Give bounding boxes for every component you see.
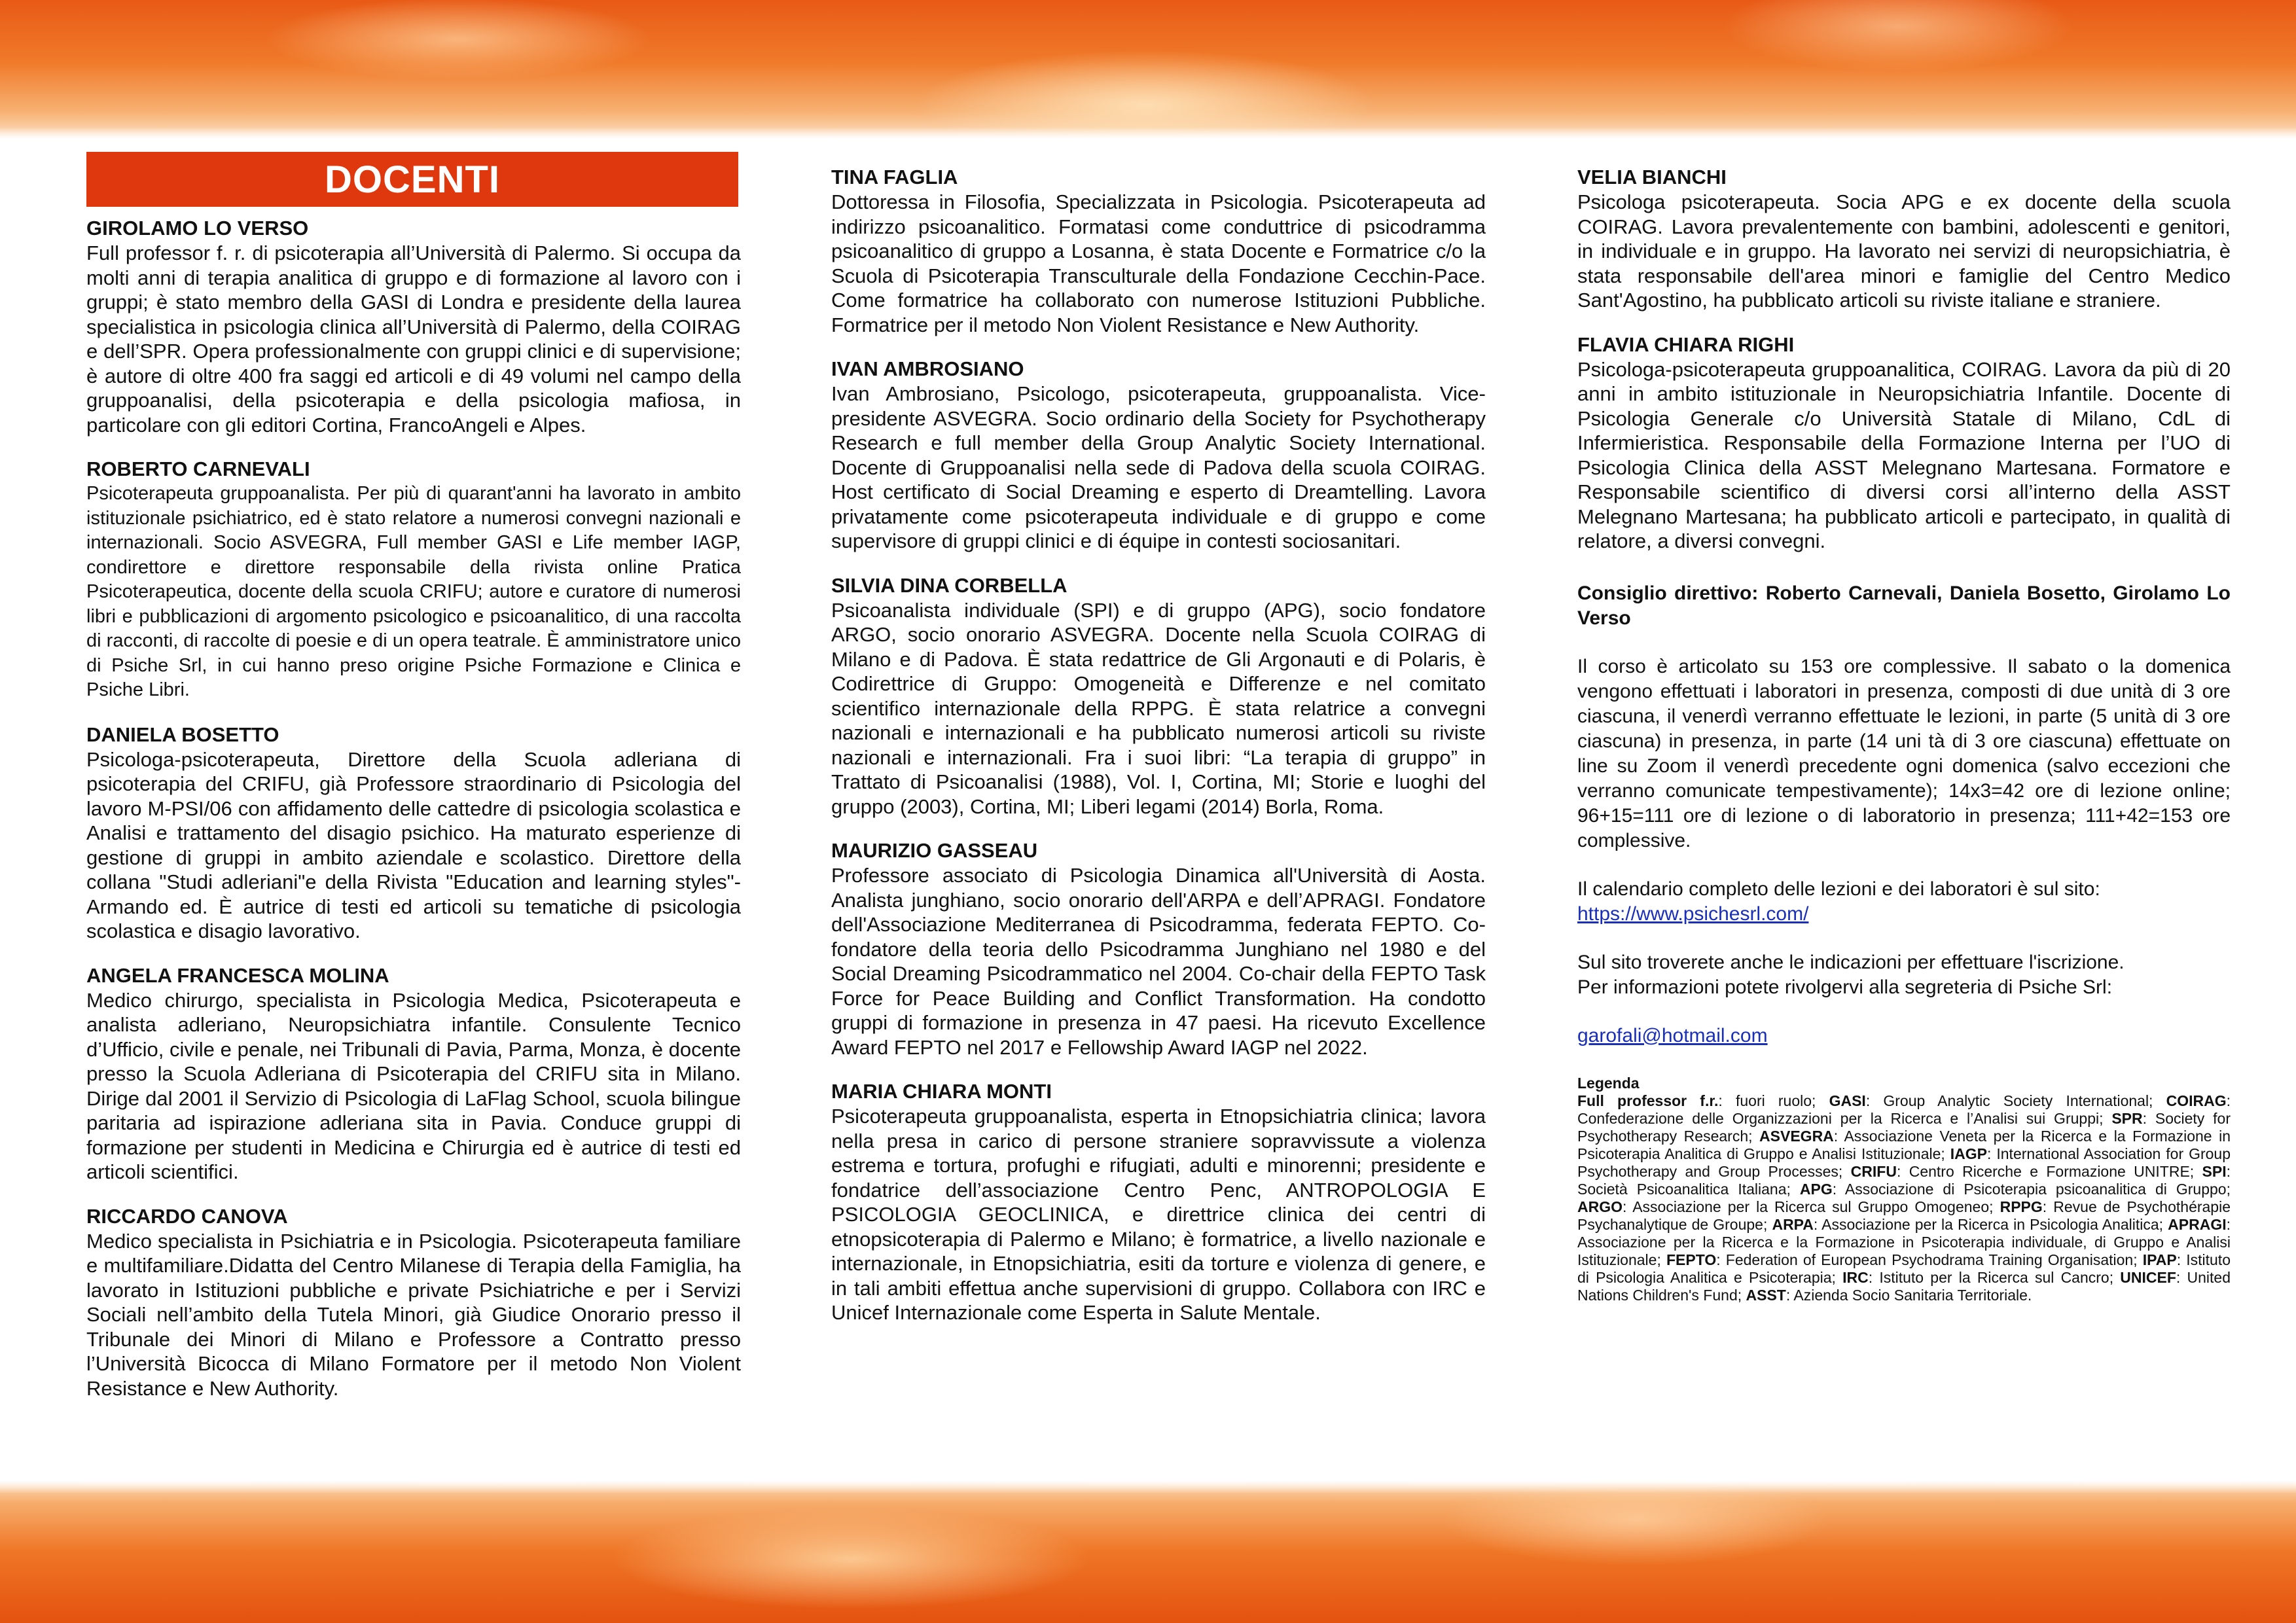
legend-desc: : Società Psicoanalitica Italiana; — [1577, 1162, 2231, 1198]
legend-abbr: IAGP — [1950, 1145, 1988, 1162]
teacher-name: DANIELA BOSETTO — [86, 722, 279, 746]
legend-abbr: SPR — [2111, 1109, 2143, 1127]
teacher-bio: Psicoterapeuta gruppoanalista. Per più di quarant'anni ha lavorato in ambito istituzionale psichiatrico, ed è stato relatore a numerosi convegni nazionali e internazionali. Socio ASVEGRA, Full member GASI e Life member IAGP, condirettore e direttore responsabile della rivista online Pratica Psicoterapeutica, docente della scuola CRIFU; autore e curatore di numerosi libri e pubblicazioni di argomento psicologico e psicoanalitico, di una raccolta di racconti, di raccolte di poesie e di un opera teatrale. È amministratore unico di Psiche Srl, in cui hanno preso origine Psiche Formazione e Clinica e Psiche Libri. — [86, 483, 741, 700]
course-info-section — [1577, 581, 2231, 1048]
legend-abbr: SPI — [2202, 1162, 2227, 1180]
legend-abbr: ARPA — [1772, 1215, 1814, 1233]
legend-desc: : Associazione per la Ricerca sul Gruppo Omogeneo; — [1623, 1198, 2000, 1215]
teacher-name: RICCARDO CANOVA — [86, 1204, 288, 1228]
teacher-name: MAURIZIO GASSEAU — [831, 839, 1038, 862]
teacher-entry — [831, 573, 1486, 819]
contact-text: Per informazioni potete rivolgervi alla segreteria di Psiche Srl: — [1577, 976, 2113, 998]
teacher-name: VELIA BIANCHI — [1577, 166, 1727, 188]
column-right — [1577, 165, 2231, 1304]
email-row — [1577, 1024, 2231, 1048]
teacher-name: TINA FAGLIA — [831, 166, 958, 188]
legend-abbr: GASI — [1829, 1092, 1866, 1109]
legend — [1577, 1075, 2231, 1304]
legend-abbr: FEPTO — [1666, 1251, 1717, 1268]
legend-abbr: COIRAG — [2166, 1092, 2227, 1109]
legend-abbr: Full professor f.r. — [1577, 1092, 1719, 1109]
legend-desc: : Group Analytic Society International; — [1865, 1092, 2166, 1109]
teacher-bio: Psicologa-psicoterapeuta gruppoanalitica, COIRAG. Lavora da più di 20 anni in ambito istituzionale in Neuropsichiatria Infantile. Docente di Psicologia Generale c/o Università Statale di Milano, CdL di Infermieristica. Responsabile della Formazione Interna per l’UO di Psicologia Clinica della ASST Melegnano Martesana. Formatore e Responsabile scientifico di diversi corsi all’interno della ASST Melegnano Martesana; ha pubblicato articoli e partecipato, in qualità di relatore, a diversi convegni. — [1577, 357, 2231, 552]
legend-desc: : fuori ruolo; — [1718, 1092, 1829, 1109]
legend-abbr: APG — [1799, 1180, 1833, 1198]
teacher-entry — [86, 963, 741, 1185]
teacher-name: ANGELA FRANCESCA MOLINA — [86, 963, 389, 987]
legend-desc: : Azienda Socio Sanitaria Territoriale. — [1785, 1286, 2032, 1304]
teacher-entry — [1577, 332, 2231, 554]
teacher-name: FLAVIA CHIARA RIGHI — [1577, 332, 1795, 356]
teacher-name: MARIA CHIARA MONTI — [831, 1080, 1052, 1103]
bottom-decorative-band — [0, 1480, 2296, 1623]
legend-abbr: UNICEF — [2120, 1268, 2176, 1286]
teacher-entry — [831, 1079, 1486, 1325]
legend-abbr: ARGO — [1577, 1198, 1623, 1215]
council-title: Consiglio direttivo: Roberto Carnevali, Daniela Bosetto, Girolamo Lo Verso — [1577, 582, 2231, 629]
teacher-bio: Professore associato di Psicologia Dinamica all'Università di Aosta. Analista junghiano, socio onorario dell'ARPA e dell’APRAGI. Fondatore dell'Associazione Mediterranea di Psicodramma, federata FEPTO. Co-fondatore della teoria dello Psicodramma Junghiano nel 1980 e del Social Dreaming Psicodrammatico nel 2004. Co-chair della FEPTO Task Force for Peace Building and Conflict Transformation. Ha condotto gruppi di formazione in presenza in 47 paesi. Ha ricevuto Excellence Award FEPTO nel 2017 e Fellowship Award IAGP nel 2022. — [831, 864, 1486, 1059]
teacher-entry — [1577, 165, 2231, 313]
teacher-bio: Psicoterapeuta gruppoanalista, esperta in Etnopsichiatria clinica; lavora nella presa in carico di persone straniere sopravvissute a violenza estrema e tortura, profughi e rifugiati, adulti e minorenni; presidente e fondatrice dell’associazione Centro Penc, ANTROPOLOGIA E PSICOLOGIA GEOCLINICA, e direttrice clinica dei centri di etnopsicoterapia di Palermo e Milano; è formatrice, a livello nazionale e internazionale, in Etnopsichiatria, esiti da torture e violenza di genere, e in tali ambiti effettua anche supervisioni di gruppo. Collabora con IRC e Unicef Internazionale come Esperta in Salute Mentale. — [831, 1105, 1486, 1324]
legend-body — [1577, 1092, 2231, 1304]
legend-abbr: IRC — [1842, 1268, 1869, 1286]
page-title: DOCENTI — [86, 152, 738, 207]
teacher-bio: Medico chirurgo, specialista in Psicologia Medica, Psicoterapeuta e analista adleriano, Neuropsichiatra infantile. Consulente Tecnico d’Ufficio, civile e penale, nei Tribunali di Pavia, Parma, Monza, è docente presso la Scuola Adleriana di Psicoterapia del CRIFU sita in Milano. Dirige dal 2001 il Servizio di Psicologia di LaFlag School, scuola bilingue paritaria ad ispirazione adleriana sita in Pavia. Conduce gruppi di formazione per studenti in Medicina e Chirurgia ed è autrice di testi ed articoli scientifici. — [86, 988, 741, 1183]
signup-info — [1577, 950, 2231, 1000]
legend-desc: : Associazione di Psicoterapia psicoanalitica di Gruppo; — [1832, 1180, 2231, 1198]
column-left — [86, 152, 741, 1420]
teacher-entry — [86, 1204, 741, 1401]
legend-title: Legenda — [1577, 1074, 1640, 1092]
legend-abbr: APRAGI — [2168, 1215, 2227, 1233]
teacher-bio: Psicoanalista individuale (SPI) e di gruppo (APG), socio fondatore ARGO, socio onorario ASVEGRA. Docente nella Scuola COIRAG di Milano e di Padova. È stata redattrice de Gli Argonauti e di Polaris, è Codirettrice di Gruppo: Omogeneità e Differenze e nel comitato scientifico internazionale della RPPG. È stata relatrice a convegni nazionali e internazionali e ha pubblicato numerosi articoli su riviste nazionali e internazionali. Fra i suoi libri: “La terapia di gruppo” in Trattato di Psicoanalisi (1988), Vol. I, Cortina, MI; Storie e luoghi del gruppo (2003), Cortina, MI; Liberi legami (2014) Borla, Roma. — [831, 598, 1486, 818]
legend-desc: : Istituto di Psicologia Analitica e Psicoterapia; — [1577, 1251, 2231, 1286]
top-decorative-band — [0, 0, 2296, 139]
legend-abbr: ASVEGRA — [1759, 1127, 1834, 1145]
legend-desc: : Society for Psychotherapy Research; — [1577, 1109, 2231, 1145]
teacher-entry — [831, 165, 1486, 337]
website-link[interactable]: https://www.psichesrl.com/ — [1577, 902, 1809, 925]
legend-desc: : Centro Ricerche e Formazione UNITRE; — [1896, 1162, 2202, 1180]
teacher-name: ROBERTO CARNEVALI — [86, 457, 310, 480]
teacher-bio: Ivan Ambrosiano, Psicologo, psicoterapeuta, gruppoanalista. Vice-presidente ASVEGRA. Socio ordinario della Society for Psychotherapy Research e full member della Group Analytic Society International. Docente di Gruppoanalisi nella sede di Padova della scuola COIRAG. Host certificato di Social Dreaming e esperto di Dreamtelling. Lavora privatamente come psicoterapeuta individuale e di gruppo e come supervisore di gruppi clinici e di équipe in contesti sociosanitari. — [831, 382, 1486, 552]
legend-abbr: IPAP — [2142, 1251, 2177, 1268]
legend-desc: : Associazione per la Ricerca e la Formazione in Psicoterapia individuale, di Gruppo e Analisi Istituzionale; — [1577, 1215, 2231, 1268]
course-description: Il corso è articolato su 153 ore complessive. Il sabato o la domenica vengono effettuati i laboratori in presenza, composti di due unità di 3 ore ciascuna, il venerdì verranno effettuate le lezioni, in parte (5 unità di 3 ore ciascuna) in presenza, in parte (14 uni tà di 3 ore ciascuna) effettuate on line su Zoom il venerdì precedente ogni domenica (salvo eccezioni che verranno comunicate tempestivamente); 14x3=42 ore di lezione online; 96+15=111 ore di lezione o di laboratorio in presenza; 111+42=153 ore complessive. — [1577, 655, 2231, 851]
teacher-entry — [831, 357, 1486, 554]
legend-desc: : Associazione Veneta per la Ricerca e la Formazione in Psicoterapia Analitica di Gruppo e Analisi Istituzionale; — [1577, 1127, 2231, 1162]
teacher-bio: Psicologa psicoterapeuta. Socia APG e ex docente della scuola COIRAG. Lavora prevalentemente con bambini, adolescenti e genitori, in individuale e in gruppo. Ha lavorato nei servizi di neuropsichiatria, è stata responsabile dell'area minori e famiglie del Centro Medico Sant'Agostino, ha pubblicato articoli su riviste italiane e straniere. — [1577, 190, 2231, 312]
teacher-name: SILVIA DINA CORBELLA — [831, 573, 1067, 597]
email-link[interactable]: garofali@hotmail.com — [1577, 1024, 1768, 1046]
legend-abbr: CRIFU — [1850, 1162, 1897, 1180]
teacher-entry — [86, 216, 741, 437]
teacher-name: GIROLAMO LO VERSO — [86, 217, 309, 240]
teacher-entry — [86, 722, 741, 944]
teacher-bio: Full professor f. r. di psicoterapia all’Università di Palermo. Si occupa da molti anni di terapia analitica di gruppo e di formazione al lavoro con i gruppi; è stato membro della GASI di Londra e presidente della laurea specialistica in psicologia clinica all’Università di Palermo, della COIRAG e dell’SPR. Opera professionalmente con gruppi clinici e di supervisione; è autore di oltre 400 fra saggi ed articoli e di 49 volumi nel campo della gruppoanalisi, della psicoterapia e della psicologia mafiosa, in particolare con gli editori Cortina, FrancoAngeli e Alpes. — [86, 241, 741, 437]
teacher-bio: Medico specialista in Psichiatria e in Psicologia. Psicoterapeuta familiare e multifamiliare.Didatta del Centro Milanese di Terapia della Famiglia, ha lavorato in Istituzioni pubbliche e private Psichiatriche e per i Servizi Sociali nell’ambito della Tutela Minori, già Giudice Onorario presso il Tribunale dei Minori di Milano e Professore a Contratto presso l’Università Bicocca di Milano Formatore per il metodo Non Violent Resistance e New Authority. — [86, 1229, 741, 1400]
legend-desc: : Federation of European Psychodrama Training Organisation; — [1716, 1251, 2143, 1268]
teacher-entry — [86, 457, 741, 703]
legend-desc: : United Nations Children's Fund; — [1577, 1268, 2231, 1304]
signup-text: Sul sito troverete anche le indicazioni per effettuare l'iscrizione. — [1577, 951, 2125, 973]
legend-abbr: RPPG — [2000, 1198, 2043, 1215]
teacher-bio: Psicologa-psicoterapeuta, Direttore della Scuola adleriana di psicoterapia del CRIFU, già Professore straordinario di Psicologia del lavoro M-PSI/06 con affidamento delle cattedre di psicologia scolastica e Analisi e trattamento del disagio psichico. Ha maturato esperienze di gestione di gruppi in ambito aziendale e scolastico. Direttore della collana "Studi adleriani"e della Rivista "Education and learning styles"- Armando ed. È autrice di testi ed articoli su tematiche di psicologia scolastica e disagio lavorativo. — [86, 747, 741, 942]
legend-desc: : Istituto per la Ricerca sul Cancro; — [1868, 1268, 2121, 1286]
legend-desc: : Associazione per la Ricerca in Psicologia Analitica; — [1813, 1215, 2168, 1233]
legend-abbr: ASST — [1746, 1286, 1786, 1304]
column-middle — [831, 165, 1486, 1345]
teacher-entry — [831, 838, 1486, 1060]
legend-desc: : Confederazione delle Organizzazioni per la Ricerca e l’Analisi sui Gruppi; — [1577, 1092, 2231, 1127]
legend-desc: : International Association for Group Psychotherapy and Group Processes; — [1577, 1145, 2231, 1180]
calendar-text: Il calendario completo delle lezioni e dei laboratori è sul sito: — [1577, 878, 2100, 900]
teacher-bio: Dottoressa in Filosofia, Specializzata in Psicologia. Psicoterapeuta ad indirizzo psicoanalitico. Formatasi come conduttrice di psicodramma psicoanalitico di gruppo a Losanna, è stata Docente e Formatrice c/o la Scuola di Psicoterapia Transculturale della Fondazione Cecchin-Pace. Come formatrice ha collaborato con numerose Istituzioni Pubbliche. Formatrice per il metodo Non Violent Resistance e New Authority. — [831, 190, 1486, 336]
legend-desc: : Revue de Psychothérapie Psychanalytique de Groupe; — [1577, 1198, 2231, 1233]
teacher-name: IVAN AMBROSIANO — [831, 357, 1024, 380]
calendar-info — [1577, 877, 2231, 927]
